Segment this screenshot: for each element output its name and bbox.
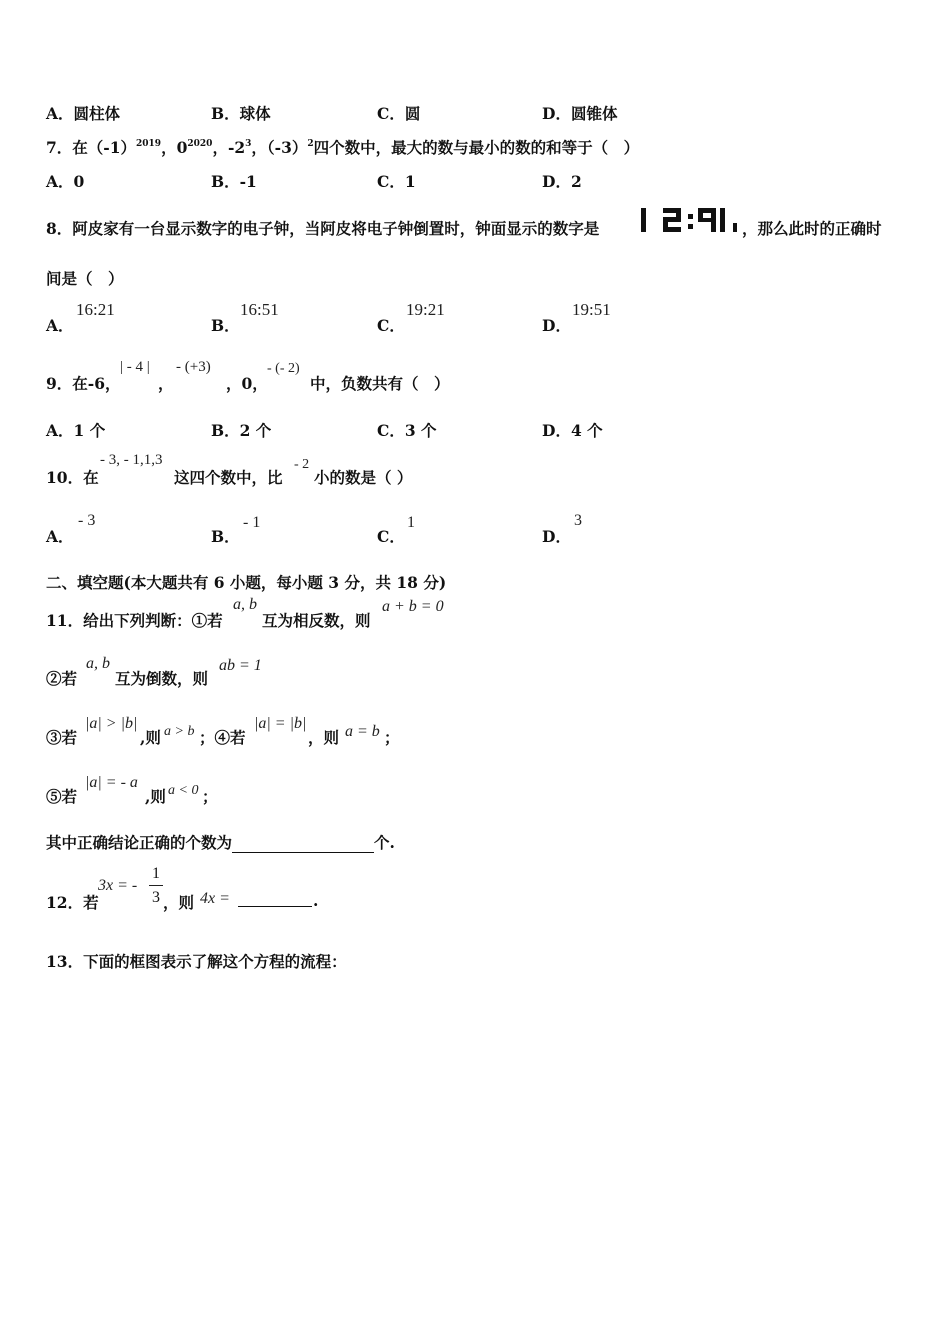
q8-question-text-2: ，那么此时的正确时 [742, 219, 882, 238]
q9-math-2: - (+3) [176, 359, 211, 375]
q12-fraction-bar [149, 885, 163, 886]
q7-exponent-1: 2019 [136, 139, 162, 149]
q11-math-sum: a + b = 0 [382, 598, 444, 615]
q10-math-2: - 2 [294, 457, 310, 472]
q11-text-6: ,则 [140, 728, 161, 747]
q13-question: 13．下面的框图表示了解这个方程的流程： [46, 952, 347, 971]
q11-math-lt: a < 0 [168, 783, 199, 798]
q12-math-lhs: 3x = - [98, 877, 138, 894]
q12-fraction-numerator: 1 [152, 865, 160, 882]
clock-digits-label: 12:91 [638, 203, 641, 204]
q10-text-1: 10．在 [46, 468, 99, 487]
q9-math-3: - (- 2) [267, 361, 300, 376]
q10-option-c-value: 1 [407, 514, 415, 531]
q11-math-eq: a = b [345, 723, 380, 740]
q7-option-d: D．2 [542, 172, 582, 191]
q6-option-b: B．球体 [211, 104, 271, 123]
q7-exponent-4: 2 [307, 139, 314, 149]
q11-text-9: ； [384, 728, 400, 747]
q11-text-1: 11．给出下列判断：①若 [46, 611, 223, 630]
q8-question-text-3: 间是（ ） [46, 269, 124, 288]
q9-text-1: 9．在-6， [46, 374, 121, 393]
q11-text-13: 其中正确结论正确的个数为 [46, 833, 233, 852]
q11-text-7: ；④若 [199, 728, 246, 747]
q11-text-2: 互为相反数，则 [262, 611, 371, 630]
q8-option-b-value: 16:51 [240, 300, 279, 319]
digital-clock-image [638, 203, 742, 237]
q10-option-d-label: D． [542, 527, 571, 546]
q11-math-abs-gt: |a| > |b| [85, 715, 138, 732]
q11-math-abs-eq: |a| = |b| [254, 715, 307, 732]
q9-text-2: ， [158, 374, 174, 393]
q11-math-ab-1: a, b [233, 596, 257, 613]
q11-math-product: ab = 1 [219, 657, 262, 674]
q11-answer-blank[interactable] [232, 833, 374, 853]
q12-answer-blank[interactable] [238, 906, 312, 907]
q7-text-5: 四个数中，最大的数与最小的数的和等于（ ） [313, 138, 640, 157]
q9-text-3: ，0， [226, 374, 268, 393]
section-2-heading: 二、填空题(本大题共有 6 小题，每小题 3 分，共 18 分) [46, 573, 447, 592]
q11-text-10: ⑤若 [46, 787, 78, 806]
q9-option-b: B．2 个 [211, 421, 272, 440]
q7-text-3: ，-2 [212, 138, 246, 157]
q8-option-d-value: 19:51 [572, 300, 611, 319]
q10-option-c-label: C． [377, 527, 405, 546]
q9-option-c: C．3 个 [377, 421, 437, 440]
q9-math-1: | - 4 | [120, 359, 150, 375]
q8-option-d-label: D． [542, 316, 571, 335]
q8-option-a-value: 16:21 [76, 300, 115, 319]
q10-option-d-value: 3 [574, 512, 582, 529]
q11-text-12: ； [202, 787, 218, 806]
q10-math-1: - 3, - 1,1,3 [100, 452, 163, 468]
q12-text-1: 12．若 [46, 893, 99, 912]
q10-option-b-label: B． [211, 527, 240, 546]
q10-text-3: 小的数是（ ） [314, 468, 413, 487]
q9-option-d: D．4 个 [542, 421, 603, 440]
q10-option-a-label: A． [46, 527, 74, 546]
q7-text-2: ，0 [161, 138, 188, 157]
q8-option-c-value: 19:21 [406, 300, 445, 319]
q11-text-14: 个. [374, 833, 395, 852]
q10-option-a-value: - 3 [78, 512, 96, 529]
q11-text-5: ③若 [46, 728, 78, 747]
q11-text-11: ,则 [145, 787, 166, 806]
q11-text-4: 互为倒数，则 [115, 669, 209, 688]
q9-text-4: 中，负数共有（ ） [310, 374, 450, 393]
q11-math-gt: a > b [164, 724, 195, 739]
q7-option-c: C．1 [377, 172, 416, 191]
q7-question [46, 136, 639, 158]
q6-option-d: D．圆锥体 [542, 104, 618, 123]
q11-math-ab-2: a, b [86, 655, 110, 672]
q12-fraction-denominator: 3 [152, 889, 160, 906]
q7-text-1: 7．在（-1） [46, 138, 137, 157]
q6-option-a: A．圆柱体 [46, 104, 121, 123]
q7-option-a: A．0 [46, 172, 85, 191]
q8-question-text-1: 8．阿皮家有一台显示数字的电子钟，当阿皮将电子钟倒置时，钟面显示的数字是 [46, 219, 600, 238]
q12-math-rhs: 4x = [200, 890, 230, 907]
q11-text-8: ，则 [308, 728, 340, 747]
digital-clock-graphic [638, 203, 742, 237]
q11-math-abs-neg: |a| = - a [85, 774, 138, 791]
q11-conclusion [46, 831, 395, 853]
q10-text-2: 这四个数中，比 [174, 468, 283, 487]
q6-option-c: C．圆 [377, 104, 421, 123]
q12-text-2: ，则 [163, 893, 195, 912]
q7-exponent-3: 3 [245, 139, 252, 149]
q10-option-b-value: - 1 [243, 514, 261, 531]
q8-option-c-label: C． [377, 316, 405, 335]
q8-option-b-label: B． [211, 316, 240, 335]
q9-option-a: A．1 个 [46, 421, 106, 440]
q11-text-3: ②若 [46, 669, 78, 688]
q7-text-4: ，（-3） [251, 138, 308, 157]
q12-text-3: . [313, 891, 319, 910]
q8-option-a-label: A． [46, 316, 74, 335]
q7-option-b: B．-1 [211, 172, 257, 191]
q7-exponent-2: 2020 [187, 139, 213, 149]
